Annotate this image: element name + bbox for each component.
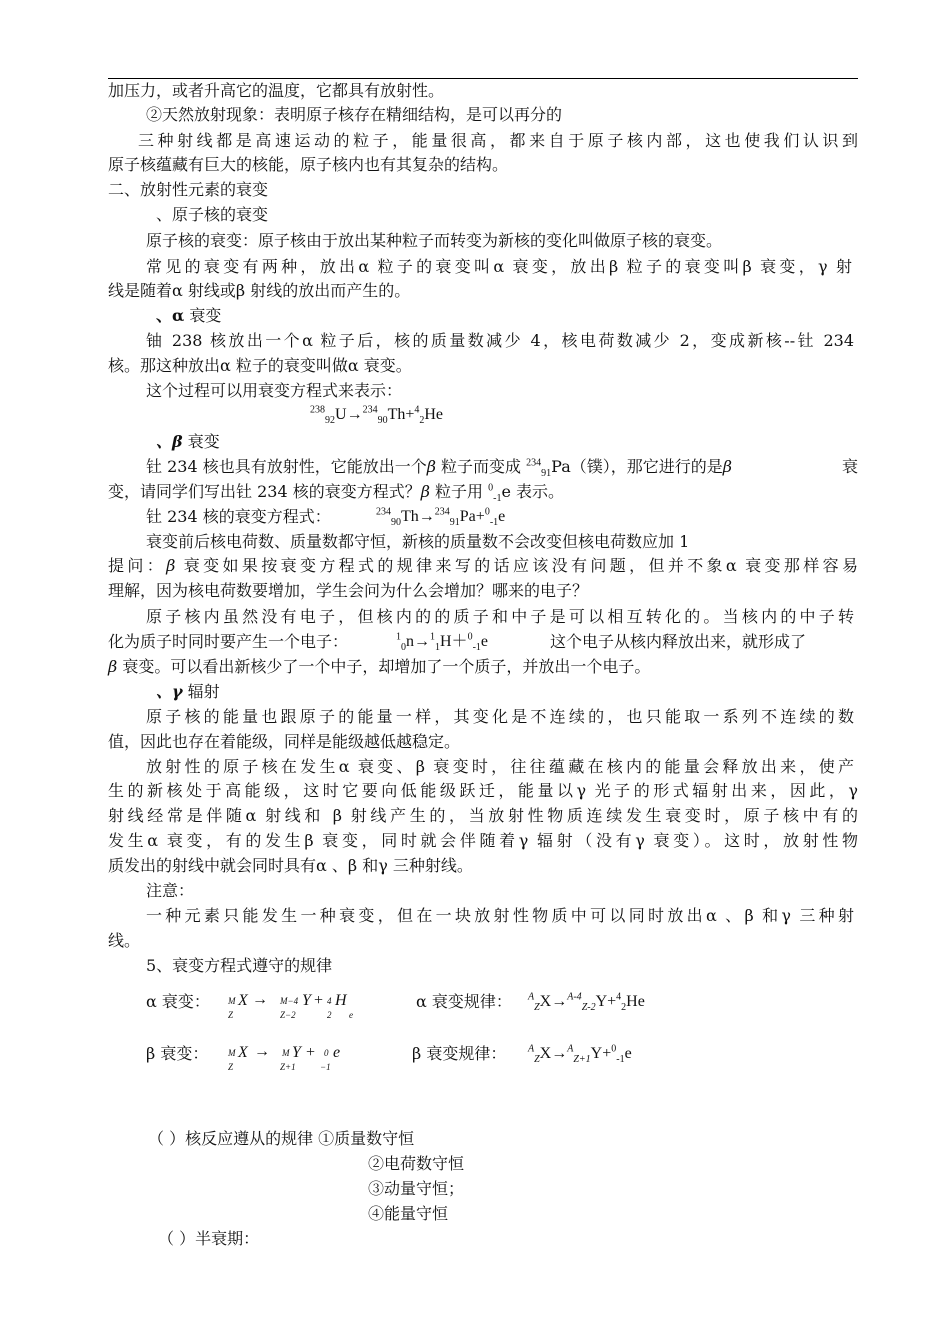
list-item: ④能量守恒 <box>368 1204 449 1223</box>
subsection-heading: 、原子核的衰变 <box>156 205 269 224</box>
section-heading: 二、放射性元素的衰变 <box>108 180 269 199</box>
text-line: 衰变前后核电荷数、质量数都守恒，新核的质量数不会改变但核电荷数应加 1 <box>146 532 690 551</box>
text-line: 原子核内虽然没有电子，但核内的的质子和中子是可以相互转化的。当核内的中子转 <box>146 607 854 626</box>
text-line: 注意： <box>146 881 195 900</box>
text-line: 值，因此也存在着能级，同样是能级越低越稳定。 <box>108 732 461 751</box>
beta-decay-label: β 衰变： <box>146 1044 209 1063</box>
beta-rule-equation: $^A_Z$X→$^A_{Z+1}$Y+$^0_{-1}$e <box>528 1043 632 1066</box>
neutron-decay-equation: $^1_0$n→$^1_1$H＋$^0_{-1}$e <box>396 631 489 654</box>
text-line: 钍 234 核的衰变方程式： $^{234}_{90}$Th→$^{234}_{91}$Pa+$^0_{-1}$e <box>146 506 506 529</box>
text-line: （ ）半衰期： <box>158 1229 260 1248</box>
alpha-equation-uranium: $^{238}_{92}$U→$^{234}_{90}$Th+$^4_2$He <box>310 404 444 427</box>
text-line: 这个过程可以用衰变方程式来表示： <box>146 381 403 400</box>
text-line: 射线经常是伴随α 射线和 β 射线产生的，当放射性物质连续发生衰变时，原子核中有的 <box>108 806 858 825</box>
text-line: 常见的衰变有两种，放出α 粒子的衰变叫α 衰变，放出β 粒子的衰变叫β 衰变，γ 射 <box>146 257 852 276</box>
text-line: 生的新核处于高能级，这时它要向低能级跃迁，能量以γ 光子的形式辐射出来，因此，γ <box>108 781 858 800</box>
subsection-heading: 、γ 辐射 <box>156 682 220 701</box>
header-rule <box>108 78 858 79</box>
subsection-heading: 、α 衰变 <box>156 306 222 325</box>
text-line: 原子核蕴藏有巨大的核能，原子核内也有其复杂的结构。 <box>108 155 509 174</box>
subsection-heading: 、β 衰变 <box>156 432 220 451</box>
alpha-rule-equation: $^A_Z$X→$^{A-4}_{Z-2}$Y+$^4_2$He <box>528 991 645 1014</box>
text-line: 线是随着α 射线或β 射线的放出而产生的。 <box>108 281 411 300</box>
text-line: 原子核的能量也跟原子的能量一样，其变化是不连续的，也只能取一系列不连续的数 <box>146 707 854 726</box>
text-line: （ ）核反应遵从的规律 ①质量数守恒 <box>148 1129 415 1148</box>
text-line: 变，请同学们写出钍 234 核的衰变方程式？β 粒子用 $^0_{-1}$e 表示。 <box>108 482 565 505</box>
alpha-decay-label: α 衰变： <box>146 992 210 1011</box>
list-item: ③动量守恒； <box>368 1179 465 1198</box>
text-line: 三种射线都是高速运动的粒子，能量很高，都来自于原子核内部，这也使我们认识到 <box>138 131 858 150</box>
list-item: ②电荷数守恒 <box>368 1154 465 1173</box>
alpha-rule-label: α 衰变规律： <box>416 992 512 1011</box>
text-line: 线。 <box>108 931 141 950</box>
text-line: 质发出的射线中就会同时具有α 、β 和γ 三种射线。 <box>108 856 473 875</box>
text-line: 铀 238 核放出一个α 粒子后，核的质量数减少 4，核电荷数减少 2，变成新核--钍 234 <box>146 331 854 350</box>
beta-rule-label: β 衰变规律： <box>412 1044 507 1063</box>
text-line: 放射性的原子核在发生α 衰变、β 衰变时，往往蕴藏在核内的能量会释放出来，使产 <box>146 757 854 776</box>
text-line: β 衰变。可以看出新核少了一个中子，却增加了一个质子，并放出一个电子。 <box>108 657 651 676</box>
beta-equation-thorium: $^{234}_{90}$Th→$^{234}_{91}$Pa+$^0_{-1}$e <box>376 506 506 529</box>
text-line: 理解，因为核电荷数要增加，学生会问为什么会增加？哪来的电子？ <box>108 581 589 600</box>
text-line: 一种元素只能发生一种衰变，但在一块放射性物质中可以同时放出α 、β 和γ 三种射 <box>146 906 854 925</box>
text-line: 加压力，或者升高它的温度，它都具有放射性。 <box>108 81 445 100</box>
text-line: ②天然放射现象：表明原子核存在精细结构，是可以再分的 <box>146 105 563 124</box>
text-line: 化为质子时同时要产生一个电子： $^1_0$n→$^1_1$H＋$^0_{-1}$e 这个电子从核内释放出来，就形成了 <box>108 631 807 654</box>
text-line: 发生α 衰变，有的发生β 衰变，同时就会伴随着γ 辐射（没有γ 衰变）。这时，放射性物 <box>108 831 858 850</box>
text-line: 核。那这种放出α 粒子的衰变叫做α 衰变。 <box>108 356 412 375</box>
text-line: 原子核的衰变：原子核由于放出某种粒子而转变为新核的变化叫做原子核的衰变。 <box>146 231 723 250</box>
text-line: 提问：β 衰变如果按衰变方程式的规律来写的话应该没有问题，但并不象α 衰变那样容易 <box>108 556 858 575</box>
text-line: 钍 234 核也具有放射性，它能放出一个β 粒子而变成 $^{234}_{91}$Pa（镤），那它进行的是β 衰 <box>146 457 858 480</box>
section-heading: 5、衰变方程式遵守的规律 <box>146 956 333 975</box>
